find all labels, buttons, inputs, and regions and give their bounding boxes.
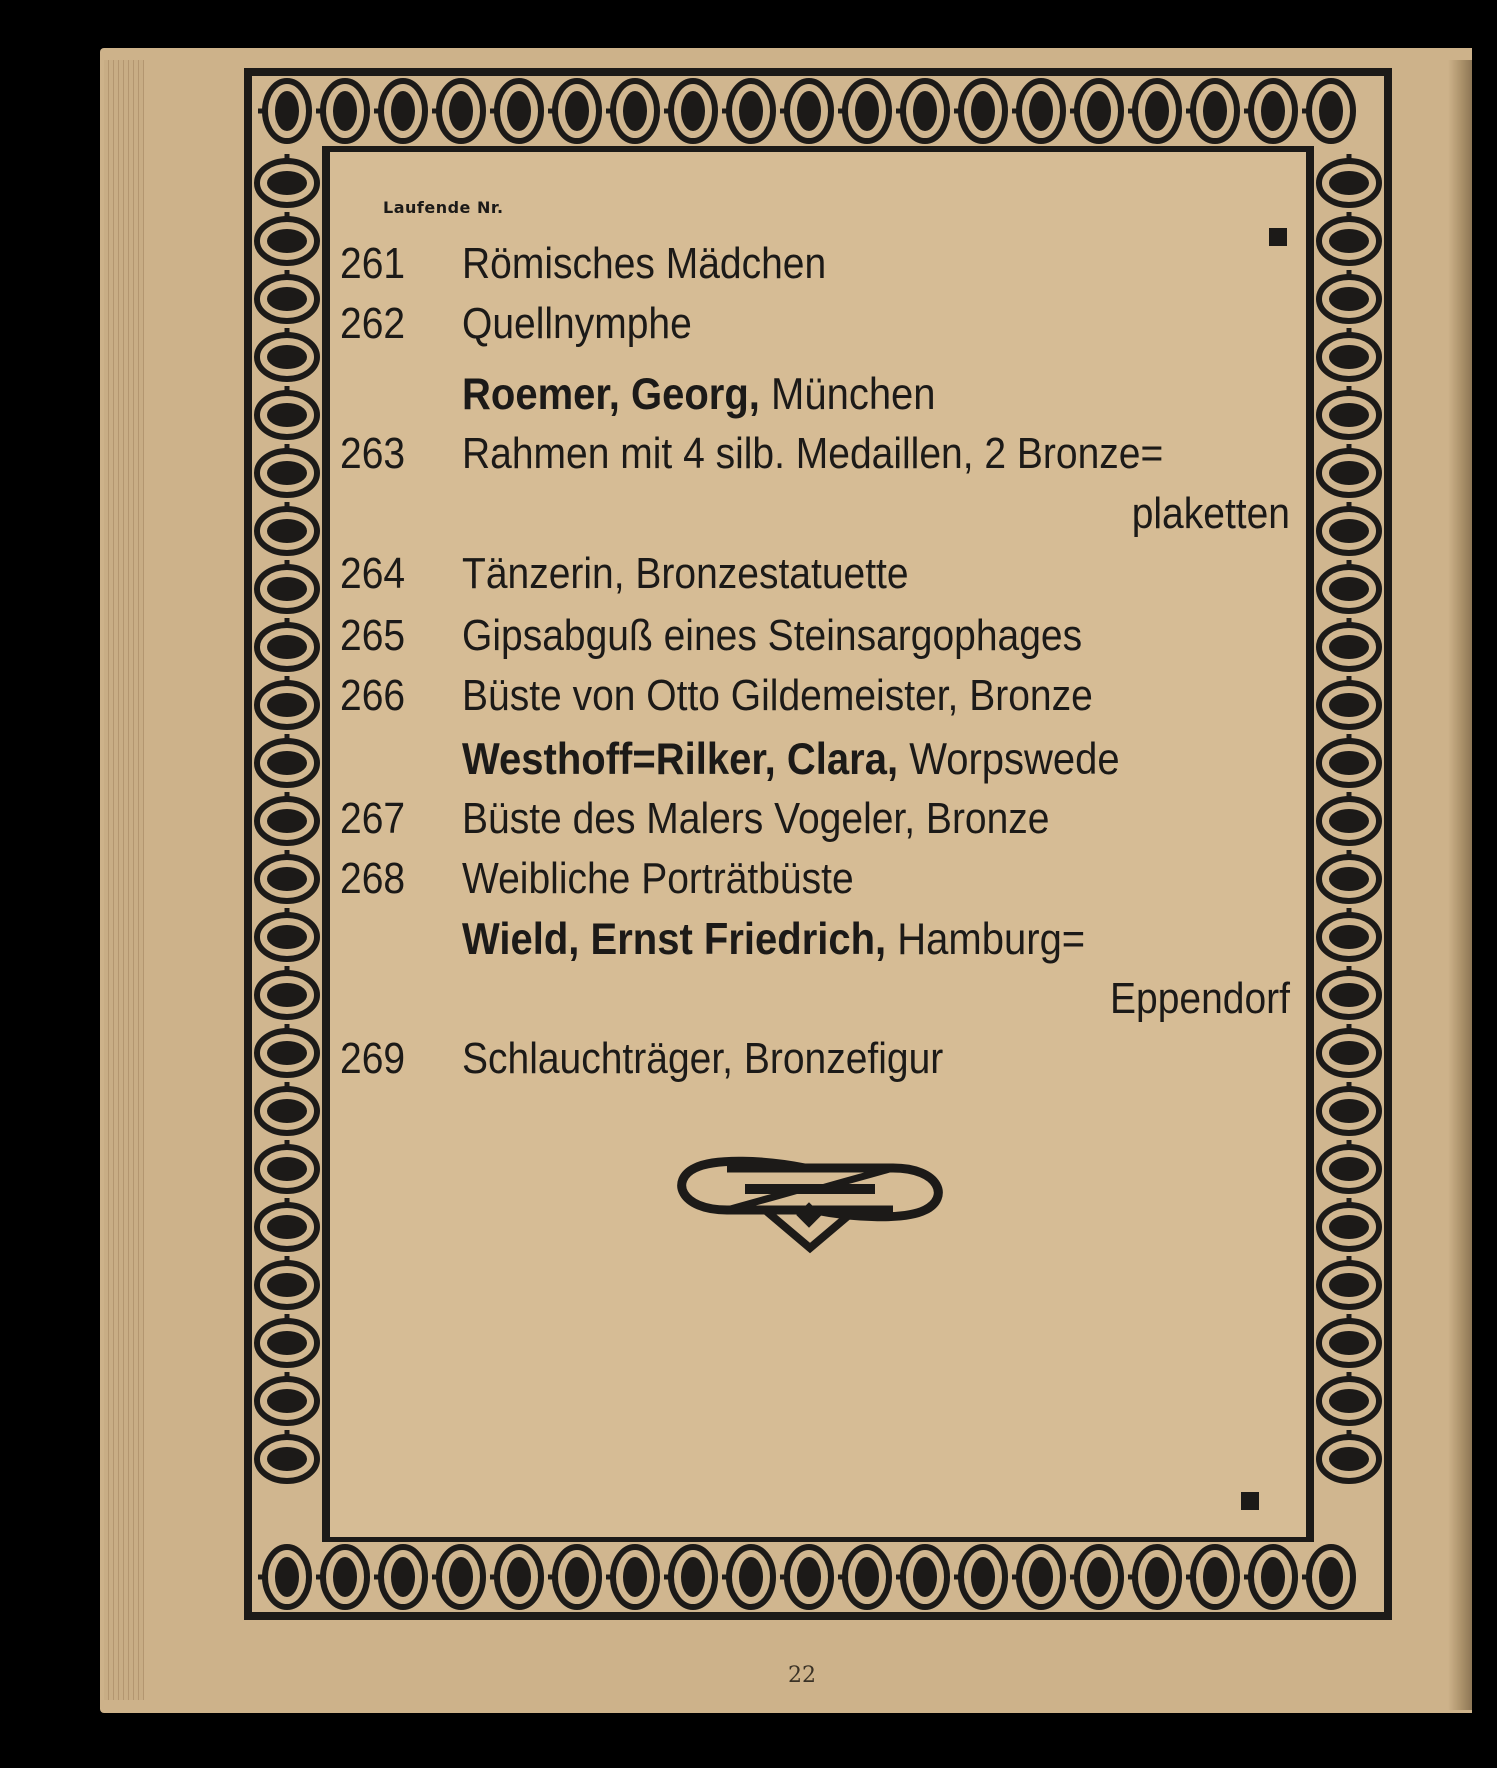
item-number: 261 bbox=[340, 240, 406, 289]
catalog-item bbox=[340, 1035, 1290, 1100]
artist-name: Wield, Ernst Friedrich, bbox=[462, 915, 887, 965]
catalog-item bbox=[340, 550, 1290, 615]
catalog-item bbox=[340, 672, 1290, 737]
column-heading: Laufende Nr. bbox=[383, 198, 504, 217]
decorative-ornament bbox=[665, 1148, 955, 1254]
item-title: Weibliche Porträtbüste bbox=[462, 855, 854, 904]
catalog-item bbox=[340, 300, 1290, 365]
catalog-item bbox=[340, 240, 1290, 305]
item-number: 269 bbox=[340, 1035, 406, 1084]
item-title: Quellnymphe bbox=[462, 300, 692, 349]
artist-heading bbox=[340, 915, 1412, 980]
artist-place: Worpswede bbox=[909, 735, 1120, 785]
item-number: 268 bbox=[340, 855, 406, 904]
item-title: Büste des Malers Vogeler, Bronze bbox=[462, 795, 1050, 844]
item-number: 263 bbox=[340, 430, 406, 479]
item-number: 262 bbox=[340, 300, 406, 349]
artist-name: Roemer, Georg, bbox=[462, 370, 760, 420]
line-continuation: plaketten bbox=[1131, 490, 1290, 539]
artist-heading bbox=[340, 735, 1412, 800]
artist-name: Westhoff=Rilker, Clara, bbox=[462, 735, 899, 785]
item-title: Gipsabguß eines Steinsargophages bbox=[462, 612, 1083, 661]
item-title: Büste von Otto Gildemeister, Bronze bbox=[462, 672, 1093, 721]
item-number: 266 bbox=[340, 672, 406, 721]
item-title: Römisches Mädchen bbox=[462, 240, 827, 289]
artist-heading bbox=[340, 370, 1412, 435]
item-title: Tänzerin, Bronzestatuette bbox=[462, 550, 909, 599]
item-title: Schlauchträger, Bronzefigur bbox=[462, 1035, 944, 1084]
catalog-item bbox=[340, 795, 1290, 860]
artist-place: München bbox=[771, 370, 936, 420]
catalog-item bbox=[340, 430, 1290, 495]
item-number: 264 bbox=[340, 550, 406, 599]
artist-place: Hamburg= bbox=[897, 915, 1086, 965]
catalog-item bbox=[340, 855, 1290, 920]
item-number: 267 bbox=[340, 795, 406, 844]
item-number: 265 bbox=[340, 612, 406, 661]
item-title: Rahmen mit 4 silb. Medaillen, 2 Bronze= bbox=[462, 430, 1164, 479]
catalog-item bbox=[340, 612, 1290, 677]
line-continuation: Eppendorf bbox=[1110, 975, 1290, 1024]
page-number: 22 bbox=[788, 1663, 816, 1688]
